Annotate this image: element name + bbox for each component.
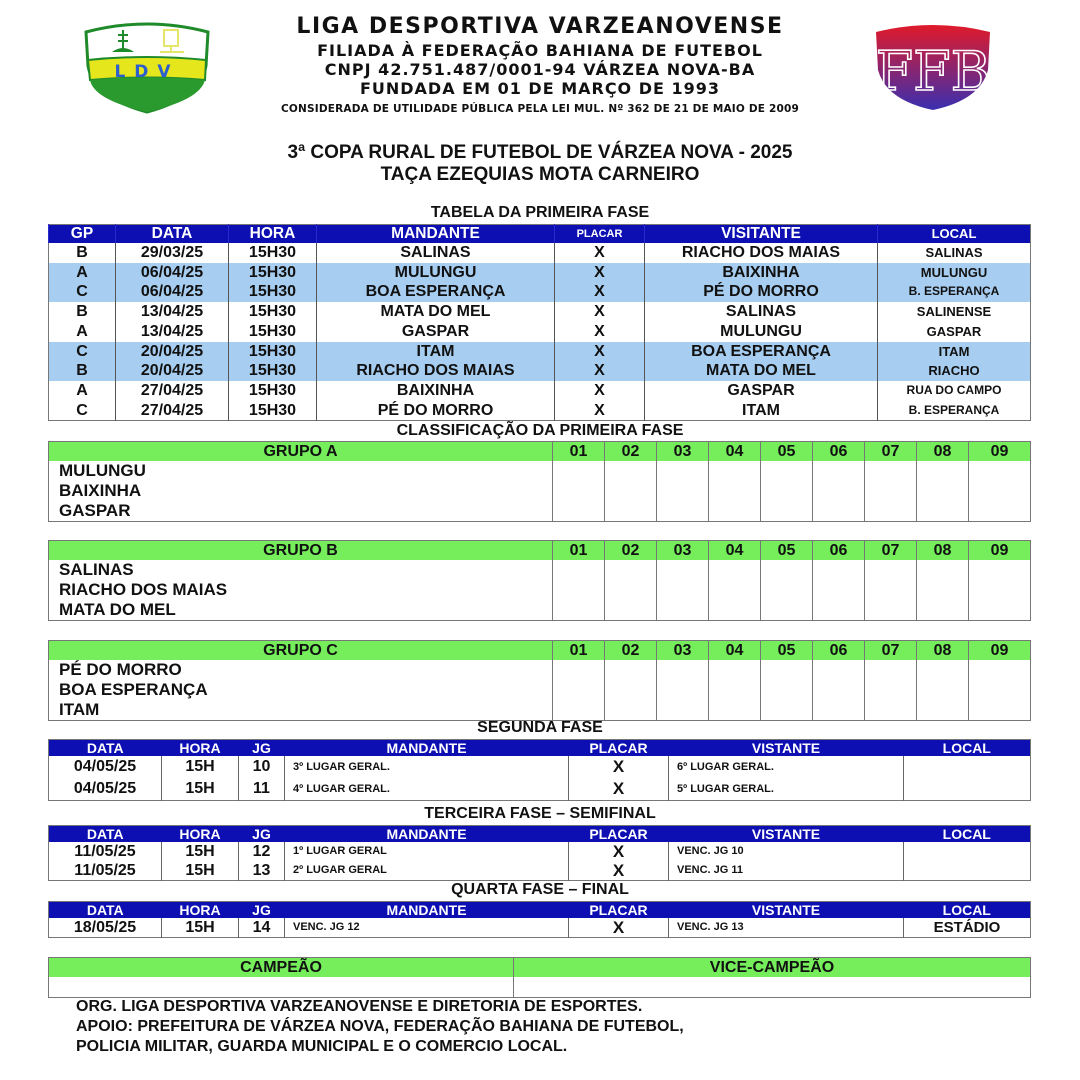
venue-cell: SALINAS (878, 243, 1031, 263)
round-column-header: 07 (865, 541, 917, 561)
col-header-score: PLACAR (555, 225, 645, 244)
group-cell: A (76, 381, 88, 399)
match-row (49, 361, 1031, 381)
round-result-cell[interactable] (813, 461, 865, 522)
venue-cell (904, 842, 1031, 861)
date-cell: 11/05/25 (74, 862, 136, 879)
match-row (49, 918, 1031, 938)
competition-subtitle: TAÇA EZEQUIAS MOTA CARNEIRO (380, 164, 700, 185)
venue-cell: SALINENSE (878, 302, 1031, 322)
time-cell: 15H30 (229, 282, 317, 302)
group-header-row (49, 641, 1031, 661)
match-row (49, 778, 1031, 801)
org-name: LIGA DESPORTIVA VARZEANOVENSE (296, 14, 784, 39)
away-team-cell: VENC. JG 13 (669, 918, 904, 938)
group-standings-table (48, 640, 1031, 721)
col-header-home: MANDANTE (285, 902, 569, 919)
venue-cell: ESTÁDIO (904, 918, 1031, 938)
group-team-list (49, 461, 553, 522)
home-team-cell: MULUNGU (317, 263, 555, 283)
date-cell: 06/04/25 (116, 263, 229, 283)
round-column-header: 01 (553, 541, 605, 561)
col-header-home: MANDANTE (285, 740, 569, 757)
phase-header-row (49, 902, 1031, 919)
team-name: BAIXINHA (59, 481, 142, 500)
match-row (49, 263, 1031, 283)
round-result-cell[interactable] (709, 560, 761, 621)
team-name: BOA ESPERANÇA (59, 680, 208, 699)
team-name: RIACHO DOS MAIAS (59, 580, 228, 599)
venue-cell: RUA DO CAMPO (878, 381, 1031, 401)
match-row (49, 243, 1031, 263)
score-cell: X (569, 861, 669, 881)
round-result-cell[interactable] (657, 461, 709, 522)
round-result-cell[interactable] (969, 560, 1031, 621)
time-cell: 15H30 (229, 381, 317, 401)
col-header-venue: LOCAL (878, 225, 1031, 244)
date-cell: 27/04/25 (116, 401, 229, 421)
third-phase-table (48, 825, 1031, 881)
round-result-cell[interactable] (553, 660, 605, 721)
second-phase-table (48, 739, 1031, 801)
round-result-cell[interactable] (553, 560, 605, 621)
round-column-header: 08 (917, 641, 969, 661)
round-result-cell[interactable] (553, 461, 605, 522)
venue-cell: GASPAR (878, 322, 1031, 342)
game-number-cell: 12 (239, 842, 285, 861)
time-cell: 15H30 (229, 401, 317, 421)
away-team-cell: GASPAR (645, 381, 878, 401)
home-team-cell: BAIXINHA (317, 381, 555, 401)
time-cell: 15H (162, 842, 239, 861)
venue-cell: B. ESPERANÇA (878, 282, 1031, 302)
time-cell: 15H30 (229, 342, 317, 362)
match-row (49, 861, 1031, 881)
team-name: MATA DO MEL (59, 600, 176, 619)
round-column-header: 09 (969, 541, 1031, 561)
col-header-time: HORA (229, 225, 317, 244)
round-result-cell[interactable] (761, 560, 813, 621)
round-column-header: 04 (709, 541, 761, 561)
round-column-header: 05 (761, 541, 813, 561)
date-cell: 20/04/25 (116, 342, 229, 362)
home-team-cell: 3º LUGAR GERAL. (285, 756, 569, 778)
round-column-header: 06 (813, 641, 865, 661)
group-header-row (49, 541, 1031, 561)
group-cell: B (49, 361, 116, 381)
away-team-cell: BAIXINHA (645, 263, 878, 283)
round-result-cell[interactable] (917, 461, 969, 522)
venue-cell: MULUNGU (878, 263, 1031, 283)
group-cell: C (76, 401, 88, 419)
date-cell: 27/04/25 (116, 381, 229, 401)
col-header-away: VISTANTE (669, 740, 904, 757)
game-number-cell: 10 (239, 756, 285, 778)
col-header-date: DATA (49, 902, 162, 919)
match-row (49, 381, 1031, 401)
group-standings-table (48, 441, 1031, 522)
fourth-phase-table (48, 901, 1031, 938)
time-cell: 15H30 (229, 302, 317, 322)
round-column-header: 02 (605, 541, 657, 561)
date-cell: 04/05/25 (73, 758, 137, 775)
group-cell: C (49, 342, 116, 362)
date-cell: 04/05/25 (73, 780, 137, 797)
round-column-header: 03 (657, 541, 709, 561)
col-header-score: PLACAR (569, 902, 669, 919)
svg-text:FFB: FFB (875, 40, 991, 103)
team-name: SALINAS (59, 560, 134, 579)
round-column-header: 09 (969, 442, 1031, 462)
round-result-cell[interactable] (917, 660, 969, 721)
date-cell: 29/03/25 (116, 243, 229, 263)
org-utility-notice: CONSIDERADA DE UTILIDADE PÚBLICA PELA LEI MUL. Nº 362 DE 21 DE MAIO DE 2009 (280, 103, 800, 115)
round-column-header: 08 (917, 442, 969, 462)
time-cell: 15H30 (229, 361, 317, 381)
home-team-cell: SALINAS (317, 243, 555, 263)
time-cell: 15H30 (229, 243, 317, 263)
col-header-game: JG (239, 902, 285, 919)
round-column-header: 05 (761, 442, 813, 462)
score-cell: X (555, 302, 645, 322)
score-cell: X (569, 778, 669, 801)
score-cell: X (555, 263, 645, 283)
champion-value (49, 977, 514, 998)
match-row (49, 842, 1031, 861)
score-cell: X (555, 282, 645, 302)
team-name: GASPAR (59, 501, 131, 520)
time-cell: 15H (162, 756, 239, 778)
group-standings-table (48, 540, 1031, 621)
round-column-header: 04 (709, 442, 761, 462)
home-team-cell: BOA ESPERANÇA (317, 282, 555, 302)
game-number-cell: 11 (239, 778, 285, 801)
round-result-cell[interactable] (813, 560, 865, 621)
score-cell: X (569, 918, 669, 938)
home-team-cell: VENC. JG 12 (285, 918, 569, 938)
col-header-date: DATA (49, 826, 162, 843)
group-body-row (49, 660, 1031, 721)
game-number-cell: 13 (239, 861, 285, 881)
round-result-cell[interactable] (709, 461, 761, 522)
col-header-time: HORA (162, 902, 239, 919)
away-team-cell: PÉ DO MORRO (645, 282, 878, 302)
col-header-venue: LOCAL (904, 740, 1031, 757)
round-column-header: 07 (865, 641, 917, 661)
time-cell: 15H (162, 918, 239, 938)
venue-cell (904, 861, 1031, 881)
home-team-cell: PÉ DO MORRO (317, 401, 555, 421)
home-team-cell: RIACHO DOS MAIAS (317, 361, 555, 381)
round-column-header: 07 (865, 442, 917, 462)
score-cell: X (555, 243, 645, 263)
away-team-cell: 6º LUGAR GERAL. (669, 756, 904, 778)
first-phase-title: TABELA DA PRIMEIRA FASE (430, 204, 650, 221)
match-row (49, 302, 1031, 322)
time-cell: 15H30 (229, 322, 317, 342)
round-result-cell[interactable] (709, 660, 761, 721)
score-cell: X (555, 401, 645, 421)
champions-table (48, 957, 1031, 998)
match-row (49, 322, 1031, 342)
time-cell: 15H (162, 861, 239, 881)
runner-up-label: VICE-CAMPEÃO (514, 958, 1031, 978)
round-result-cell[interactable] (605, 660, 657, 721)
round-result-cell[interactable] (605, 461, 657, 522)
score-cell: X (555, 322, 645, 342)
phase-header-row (49, 826, 1031, 843)
venue-cell (904, 778, 1031, 801)
match-row (49, 282, 1031, 302)
round-column-header: 09 (969, 641, 1031, 661)
round-result-cell[interactable] (865, 660, 917, 721)
round-column-header: 08 (917, 541, 969, 561)
phase-header-row (49, 740, 1031, 757)
group-body-row (49, 461, 1031, 522)
round-result-cell[interactable] (657, 660, 709, 721)
competition-title: 3ª COPA RURAL DE FUTEBOL DE VÁRZEA NOVA - 2025 (287, 142, 793, 163)
org-cnpj: CNPJ 42.751.487/0001-94 VÁRZEA NOVA-BA (324, 60, 756, 79)
footer-support: APOIO: PREFEITURA DE VÁRZEA NOVA, FEDERAÇÃO BAHIANA DE FUTEBOL, (76, 1018, 684, 1035)
org-founded: FUNDADA EM 01 DE MARÇO DE 1993 (359, 79, 721, 98)
score-cell: X (569, 842, 669, 861)
col-header-away: VISITANTE (645, 225, 878, 244)
match-row (49, 756, 1031, 778)
home-team-cell: 1º LUGAR GERAL (285, 842, 569, 861)
group-body-row (49, 560, 1031, 621)
round-result-cell[interactable] (605, 560, 657, 621)
team-name: MULUNGU (59, 461, 146, 480)
runner-up-value (514, 977, 1031, 998)
team-name: PÉ DO MORRO (59, 660, 182, 679)
col-header-gp: GP (49, 225, 116, 244)
round-result-cell[interactable] (865, 560, 917, 621)
group-cell: A (49, 263, 116, 283)
home-team-cell: 4º LUGAR GERAL. (285, 778, 569, 801)
round-column-header: 03 (657, 641, 709, 661)
match-row (49, 342, 1031, 362)
away-team-cell: BOA ESPERANÇA (645, 342, 878, 362)
round-column-header: 01 (553, 442, 605, 462)
round-column-header: 06 (813, 541, 865, 561)
col-header-game: JG (239, 740, 285, 757)
group-cell: B (76, 244, 88, 261)
group-cell: A (76, 322, 88, 340)
round-column-header: 01 (553, 641, 605, 661)
venue-cell (904, 756, 1031, 778)
score-cell: X (569, 756, 669, 778)
round-result-cell[interactable] (865, 461, 917, 522)
group-header-row (49, 442, 1031, 462)
away-team-cell: 5º LUGAR GERAL. (669, 778, 904, 801)
team-name: ITAM (59, 700, 100, 719)
date-cell: 06/04/25 (116, 282, 229, 302)
col-header-score: PLACAR (569, 826, 669, 843)
round-result-cell[interactable] (657, 560, 709, 621)
round-result-cell[interactable] (761, 660, 813, 721)
col-header-venue: LOCAL (904, 826, 1031, 843)
score-cell: X (555, 342, 645, 362)
score-cell: X (555, 361, 645, 381)
svg-text:LDV: LDV (114, 62, 180, 82)
round-result-cell[interactable] (813, 660, 865, 721)
date-cell: 20/04/25 (116, 361, 229, 381)
date-cell: 18/05/25 (73, 919, 137, 936)
home-team-cell: GASPAR (317, 322, 555, 342)
round-result-cell[interactable] (969, 660, 1031, 721)
round-column-header: 02 (605, 442, 657, 462)
score-cell: X (555, 381, 645, 401)
time-cell: 15H30 (229, 263, 317, 283)
round-column-header: 04 (709, 641, 761, 661)
venue-cell: B. ESPERANÇA (878, 401, 1031, 421)
time-cell: 15H (162, 778, 239, 801)
col-header-game: JG (239, 826, 285, 843)
away-team-cell: SALINAS (645, 302, 878, 322)
col-header-date: DATA (49, 740, 162, 757)
venue-cell: RIACHO (878, 361, 1031, 381)
col-header-venue: LOCAL (904, 902, 1031, 919)
away-team-cell: MULUNGU (645, 322, 878, 342)
org-affiliation: FILIADA À FEDERAÇÃO BAHIANA DE FUTEBOL (317, 41, 763, 60)
venue-cell: ITAM (878, 342, 1031, 362)
round-result-cell[interactable] (761, 461, 813, 522)
away-team-cell: VENC. JG 11 (669, 861, 904, 881)
round-column-header: 05 (761, 641, 813, 661)
match-row (49, 401, 1031, 421)
date-cell: 13/04/25 (116, 302, 229, 322)
round-column-header: 02 (605, 641, 657, 661)
home-team-cell: ITAM (317, 342, 555, 362)
footer-organizer: ORG. LIGA DESPORTIVA VARZEANOVENSE E DIRETORIA DE ESPORTES. (76, 998, 643, 1015)
col-header-score: PLACAR (569, 740, 669, 757)
group-cell: C (49, 282, 116, 302)
group-cell: B (76, 303, 88, 321)
col-header-away: VISTANTE (669, 902, 904, 919)
col-header-home: MANDANTE (285, 826, 569, 843)
round-result-cell[interactable] (969, 461, 1031, 522)
third-phase-title: TERCEIRA FASE – SEMIFINAL (424, 805, 656, 822)
col-header-away: VISTANTE (669, 826, 904, 843)
col-header-date: DATA (116, 225, 229, 244)
away-team-cell: RIACHO DOS MAIAS (645, 243, 878, 263)
group-name: GRUPO A (49, 442, 553, 462)
col-header-home: MANDANTE (317, 225, 555, 244)
group-name: GRUPO C (49, 641, 553, 661)
group-team-list (49, 660, 553, 721)
round-result-cell[interactable] (917, 560, 969, 621)
first-phase-table (48, 224, 1031, 421)
away-team-cell: ITAM (645, 401, 878, 421)
classification-title: CLASSIFICAÇÃO DA PRIMEIRA FASE (396, 422, 684, 439)
round-column-header: 03 (657, 442, 709, 462)
date-cell: 13/04/25 (116, 322, 229, 342)
champion-label: CAMPEÃO (49, 958, 514, 978)
away-team-cell: VENC. JG 10 (669, 842, 904, 861)
group-team-list (49, 560, 553, 621)
group-name: GRUPO B (49, 541, 553, 561)
game-number-cell: 14 (239, 918, 285, 938)
fourth-phase-title: QUARTA FASE – FINAL (451, 881, 629, 898)
home-team-cell: 2º LUGAR GERAL (285, 861, 569, 881)
second-phase-title: SEGUNDA FASE (477, 719, 603, 736)
col-header-time: HORA (162, 826, 239, 843)
round-column-header: 06 (813, 442, 865, 462)
date-cell: 11/05/25 (74, 843, 136, 860)
footer-support-continued: POLICIA MILITAR, GUARDA MUNICIPAL E O COMERCIO LOCAL. (76, 1038, 568, 1055)
table-header-row (49, 225, 1031, 244)
home-team-cell: MATA DO MEL (317, 302, 555, 322)
away-team-cell: MATA DO MEL (645, 361, 878, 381)
col-header-time: HORA (162, 740, 239, 757)
